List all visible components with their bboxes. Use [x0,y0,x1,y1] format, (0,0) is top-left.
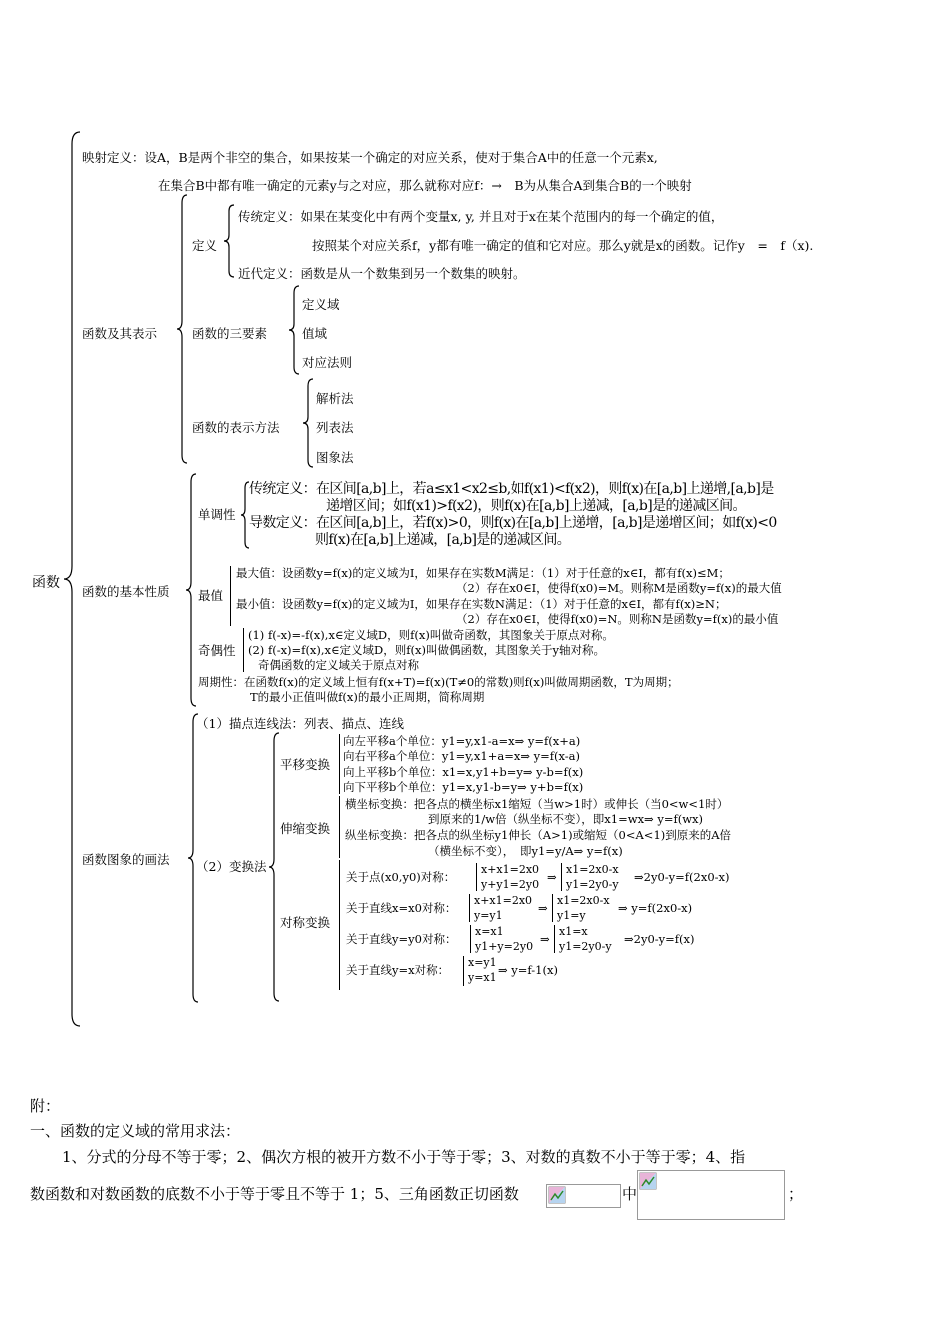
stretch-label: 伸缩变换 [280,821,331,836]
sym-hline-bracket-a [470,925,471,953]
modern-definition: 近代定义：函数是从一个数集到另一个数集的映射。 [238,266,526,281]
broken-image-icon [548,1186,566,1204]
element-rule: 对应法则 [302,355,353,370]
parity-bracket [243,628,244,672]
plotting-method: （1）描点连线法：列表、描点、连线 [196,716,404,731]
method-analytic: 解析法 [316,391,354,406]
stretch-vertical-2: （横坐标不变）， 即y1=y/A⇒ y=f(x) [428,844,623,858]
traditional-definition-line2: 按照某个对应关系f，y都有唯一确定的值和它对应。那么y就是x的函数。记作y = f（x). [312,238,814,253]
sym-point-label: 关于点(x0,y0)对称： [346,870,456,884]
sym-vline-bracket-b [552,894,553,922]
mapping-definition-line2: 在集合B中都有唯一确定的元素y与之对应，那么就称对应f：→ B为从集合A到集合B的一个映射 [158,178,692,193]
stretch-vertical-1: 纵坐标变换：把各点的纵坐标y1伸长（A>1)或缩短（0<A<1)到原来的A倍 [345,828,732,842]
method-table: 列表法 [316,420,354,435]
sym-hline-label: 关于直线y=y0对称： [346,932,457,946]
traditional-definition-line1: 传统定义：如果在某变化中有两个变量x, y, 并且对于x在某个范围内的每一个确定的值， [238,209,724,224]
sym-hline-arrow: ⇒ [540,932,550,946]
shift-down: 向下平移b个单位：y1=x,y1-b=y⇒ y+b=f(x) [343,780,584,794]
periodicity-line2: T的最小正值叫做f(x)的最小正周期，简称周期 [250,690,485,704]
translation-bracket [339,734,340,794]
element-range: 值域 [302,326,328,341]
sym-hline-b2: y1=2y0-y [559,940,612,953]
sym-point-a2: y+y1=2y0 [481,878,540,891]
appendix-mid-text: 中 [622,1185,638,1203]
symmetry-bracket [339,860,340,990]
monotonicity-label: 单调性 [198,507,236,522]
sym-point-b2: y1=2y0-y [566,878,619,891]
sym-hline-a2: y1+y=2y0 [475,940,534,953]
transform-brace [267,731,281,1003]
sym-point-b1: x1=2x0-x [566,863,619,876]
sym-diag-a1: x=y1 [468,956,497,969]
three-elements-label: 函数的三要素 [192,326,268,341]
translation-label: 平移变换 [280,757,331,772]
sym-vline-a1: x+x1=2x0 [474,894,533,907]
sym-hline-b1: x1=x [559,925,588,938]
sym-vline-result: ⇒ y=f(2x0-x) [618,901,693,915]
symmetry-label: 对称变换 [280,915,331,930]
representation-label: 函数的表示方法 [192,420,280,435]
broken-image-icon [639,1172,657,1190]
representation-brace [301,377,315,469]
sym-point-a1: x+x1=2x0 [481,863,540,876]
section-basic-properties: 函数的基本性质 [82,584,170,599]
minimum-line2: （2）存在x0∈I，使得f(x0)=N。则称N是函数y=f(x)的最小值 [456,612,779,626]
sym-vline-label: 关于直线x=x0对称： [346,901,457,915]
sym-hline-a1: x=x1 [475,925,504,938]
section1-brace [175,193,189,465]
appendix-paragraph-line1: 1、分式的分母不等于零；2、偶次方根的被开方数不小于等于零；3、对数的真数不小于等于零；4、指 [62,1148,746,1166]
sym-diag-result: ⇒ y=f-1(x) [498,963,558,977]
even-function: (2) f(-x)=f(x),x∈定义域D，则f(x)叫做偶函数，其图象关于y轴对称。 [248,643,605,657]
monotonicity-derivative-1: 导数定义：在区间[a,b]上，若f(x)>0，则f(x)在[a,b]上递增，[a,b]是递增区间；如f(x)<0 [249,515,777,531]
extremum-bracket [230,566,231,626]
root-brace [62,130,82,1028]
appendix-paragraph-line2: 数函数和对数函数的底数不小于等于零且不等于 1；5、三角函数正切函数 [30,1185,519,1203]
parity-domain-symmetry: 奇偶函数的定义域关于原点对称 [258,658,419,672]
parity-label: 奇偶性 [198,643,236,658]
monotonicity-traditional-1: 传统定义：在区间[a,b]上，若a≤x1<x2≤b,如f(x1)<f(x2)，则f(x)在[a,b]上递增,[a,b]是 [249,481,774,497]
sym-point-bracket-b [561,863,562,891]
appendix-label: 附： [30,1097,61,1115]
three-elements-brace [287,284,301,376]
extremum-label: 最值 [198,588,224,603]
mapping-definition-line1: 映射定义：设A，B是两个非空的集合，如果按某一个确定的对应关系，使对于集合A中的任意一个元素x, [82,150,658,165]
sym-point-bracket-a [476,863,477,891]
section2-brace [184,472,198,708]
section3-brace [186,712,200,1004]
minimum-line1: 最小值：设函数y=f(x)的定义域为I，如果存在实数N满足：（1）对于任意的x∈I，都有f(x)≥N； [236,597,727,611]
method-graph: 图象法 [316,450,354,465]
definition-brace [222,203,236,279]
appendix-end-text: ； [788,1185,804,1203]
root-label: 函数 [32,575,60,591]
sym-vline-a2: y=y1 [474,909,503,922]
sym-hline-bracket-b [554,925,555,953]
sym-hline-result: ⇒2y0-y=f(x) [624,932,695,946]
maximum-line1: 最大值：设函数y=f(x)的定义域为I，如果存在实数M满足：（1）对于任意的x∈I，都有f(x)≤M； [236,566,730,580]
stretch-horizontal-1: 横坐标变换：把各点的横坐标x1缩短（当w>1时）或伸长（当0<w<1时） [345,797,729,811]
shift-left: 向左平移a个单位：y1=y,x1-a=x⇒ y=f(x+a) [343,734,581,748]
section-function-representation: 函数及其表示 [82,326,158,341]
section-graph-drawing: 函数图象的画法 [82,852,170,867]
odd-function: (1) f(-x)=-f(x),x∈定义域D，则f(x)叫做奇函数，其图象关于原点对称。 [248,628,614,642]
sym-diag-bracket [463,956,464,986]
sym-vline-b2: y1=y [557,909,586,922]
shift-right: 向右平移a个单位：y1=y,x1+a=x⇒ y=f(x-a) [343,749,581,763]
sym-vline-arrow: ⇒ [538,901,548,915]
missing-image-box-2 [637,1170,785,1220]
sym-point-result: ⇒2y0-y=f(2x0-x) [634,870,730,884]
sym-vline-bracket-a [469,894,470,922]
monotonicity-traditional-2: 递增区间；如f(x1)>f(x2)，则f(x)在[a,b]上递减，[a,b]是的递减区间。 [326,498,746,514]
transform-method-label: （2）变换法 [196,859,267,874]
stretch-horizontal-2: 到原来的1/w倍（纵坐标不变），即x1=wx⇒ y=f(wx) [428,812,704,826]
periodicity-line1: 周期性：在函数f(x)的定义域上恒有f(x+T)=f(x)(T≠0的常数)则f(x)叫做周期函数，T为周期； [198,675,679,689]
element-domain: 定义域 [302,297,340,312]
stretch-bracket [339,796,340,858]
appendix-heading: 一、函数的定义域的常用求法： [30,1122,241,1140]
shift-up: 向上平移b个单位：x1=x,y1+b=y⇒ y-b=f(x) [343,765,584,779]
sym-diag-a2: y=x1 [468,971,497,984]
sym-point-arrow: ⇒ [547,870,557,884]
sym-vline-b1: x1=2x0-x [557,894,610,907]
maximum-line2: （2）存在x0∈I，使得f(x0)=M。则称M是函数y=f(x)的最大值 [456,581,782,595]
definition-label: 定义 [192,238,218,253]
sym-diag-label: 关于直线y=x对称： [346,963,450,977]
monotonicity-derivative-2: 则f(x)在[a,b]上递减，[a,b]是的递减区间。 [315,532,571,548]
